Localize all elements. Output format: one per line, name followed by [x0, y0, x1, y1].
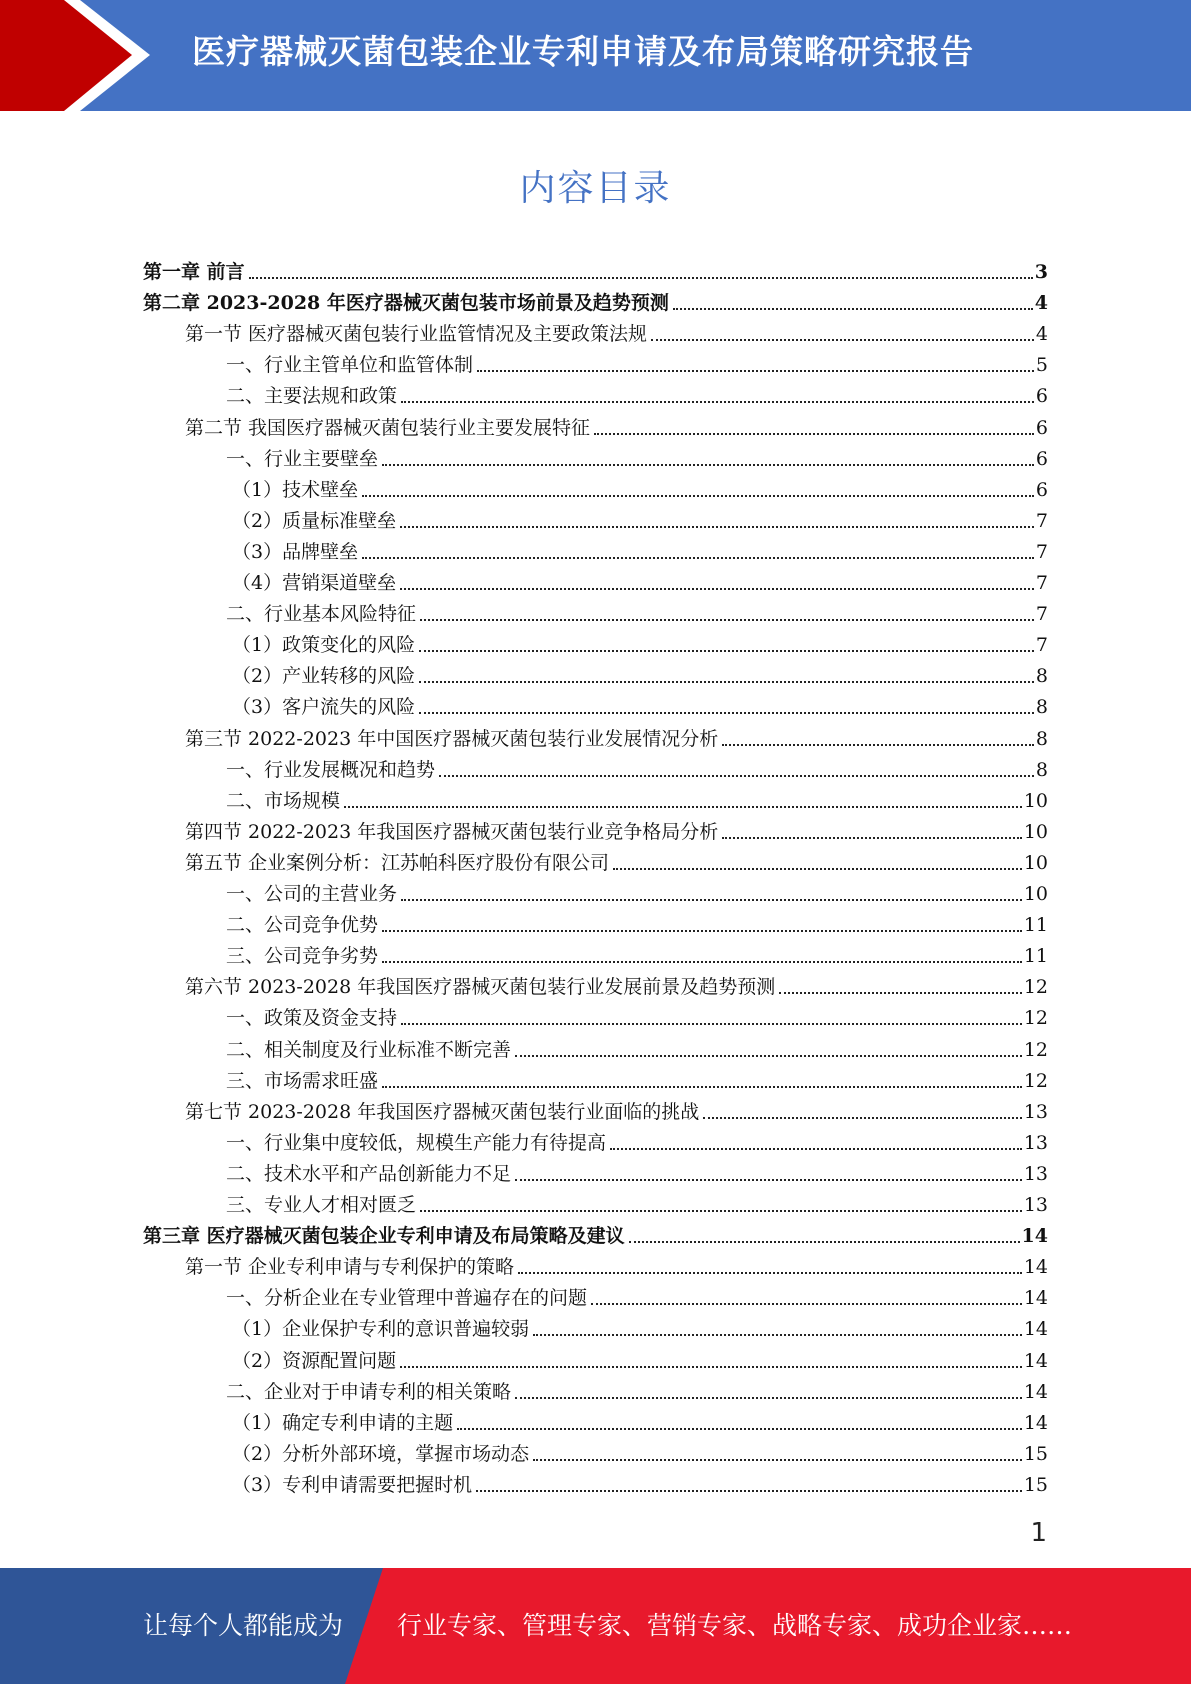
toc-dot-leader [419, 679, 1034, 683]
toc-dot-leader [400, 524, 1034, 528]
footer-slogan-left: 让每个人都能成为 [143, 1611, 344, 1640]
toc-entry-page: 7 [1035, 540, 1048, 563]
report-title: 医疗器械灭菌包装企业专利申请及布局策略研究报告 [192, 32, 974, 71]
toc-entry-label: （2）分析外部环境，掌握市场动态 [232, 1442, 530, 1465]
toc-dot-leader [722, 835, 1022, 839]
toc-entry-label: （2）质量标准壁垒 [232, 509, 397, 532]
toc-entry-page: 15 [1023, 1473, 1048, 1496]
toc-entry-label: （2）产业转移的风险 [232, 665, 416, 688]
toc-dot-leader [401, 897, 1022, 901]
toc-entry[interactable] [143, 1217, 1048, 1248]
toc-dot-leader [515, 1177, 1022, 1181]
toc-entry[interactable] [226, 1155, 1048, 1186]
header-arrow-decoration [0, 0, 180, 111]
toc-entry[interactable] [226, 999, 1048, 1030]
toc-entry-page: 6 [1035, 385, 1048, 408]
toc-entry-page: 13 [1023, 1194, 1048, 1216]
toc-entry-label: 三、专业人才相对匮乏 [226, 1194, 417, 1216]
toc-entry-label: 一、行业集中度较低，规模生产能力有待提高 [226, 1131, 607, 1154]
toc-dot-leader [722, 742, 1034, 746]
toc-entry-label: 第二节 我国医疗器械灭菌包装行业主要发展特征 [185, 416, 591, 439]
toc-dot-leader [457, 1426, 1022, 1430]
footer-banner [0, 1568, 1191, 1684]
toc-entry-page: 6 [1035, 478, 1048, 501]
toc-entry[interactable] [185, 813, 1048, 844]
toc-dot-leader [651, 337, 1034, 341]
header-banner [0, 0, 1191, 111]
toc-entry[interactable] [226, 906, 1048, 937]
toc-dot-leader [610, 1146, 1022, 1150]
toc-entry-page: 15 [1023, 1442, 1048, 1465]
toc-entry[interactable] [226, 782, 1048, 813]
toc-entry-page: 8 [1035, 758, 1048, 781]
toc-dot-leader [439, 773, 1034, 777]
toc-entry-page: 10 [1023, 883, 1048, 905]
toc-entry-label: （4）营销渠道壁垒 [232, 572, 397, 594]
toc-entry-page: 10 [1023, 820, 1048, 843]
toc-entry-label: （3）品牌壁垒 [232, 540, 359, 563]
toc-dot-leader [400, 1364, 1022, 1368]
toc-entry-label: 第二章 2023-2028 年医疗器械灭菌包装市场前景及趋势预测 [143, 292, 669, 315]
toc-entry-page: 13 [1023, 1162, 1048, 1185]
toc-entry-label: 二、相关制度及行业标准不断完善 [226, 1038, 512, 1061]
toc-dot-leader [382, 928, 1022, 932]
toc-entry-label: （1）确定专利申请的主题 [232, 1411, 454, 1434]
toc-entry-label: 第五节 企业案例分析：江苏帕科医疗股份有限公司 [185, 851, 610, 874]
toc-entry-page: 14 [1023, 1256, 1048, 1279]
toc-entry-label: 一、行业主管单位和监管体制 [226, 354, 474, 377]
toc-dot-leader [362, 555, 1034, 559]
toc-entry[interactable] [232, 502, 1048, 533]
toc-entry-label: 一、公司的主营业务 [226, 883, 398, 905]
toc-dot-leader [629, 1239, 1020, 1243]
toc-entry[interactable] [226, 377, 1048, 408]
toc-entry[interactable] [232, 1404, 1048, 1435]
toc-entry-label: 三、市场需求旺盛 [226, 1069, 379, 1092]
toc-entry-page: 14 [1023, 1380, 1048, 1403]
toc-entry-page: 7 [1035, 634, 1048, 657]
toc-entry[interactable] [185, 1093, 1048, 1124]
toc-entry-label: 三、公司竞争劣势 [226, 945, 379, 968]
toc-dot-leader [401, 399, 1034, 403]
toc-dot-leader [673, 306, 1033, 310]
toc-dot-leader [613, 866, 1022, 870]
toc-entry-page: 13 [1023, 1131, 1048, 1154]
toc-entry-page: 8 [1035, 665, 1048, 688]
toc-entry[interactable] [143, 284, 1048, 315]
toc-entry-page: 11 [1023, 945, 1048, 968]
toc-entry-page: 12 [1023, 1069, 1048, 1092]
toc-dot-leader [515, 1395, 1022, 1399]
toc-dot-leader [533, 1457, 1022, 1461]
toc-entry-label: 一、行业发展概况和趋势 [226, 758, 436, 781]
toc-entry-label: （3）客户流失的风险 [232, 696, 416, 719]
toc-dot-leader [703, 1115, 1022, 1119]
toc-entry[interactable] [185, 409, 1048, 440]
toc-entry-label: 二、企业对于申请专利的相关策略 [226, 1380, 512, 1403]
toc-heading: 内容目录 [519, 168, 672, 209]
toc-entry-page: 10 [1023, 789, 1048, 812]
toc-dot-leader [344, 804, 1022, 808]
toc-entry-label: 第六节 2023-2028 年我国医疗器械灭菌包装行业发展前景及趋势预测 [185, 976, 776, 999]
footer-slogan-right: 行业专家、管理专家、营销专家、战略专家、成功企业家…… [397, 1611, 1073, 1640]
toc-entry[interactable] [232, 1435, 1048, 1466]
toc-entry-label: 二、市场规模 [226, 789, 341, 812]
toc-entry-page: 7 [1035, 509, 1048, 532]
toc-entry-page: 12 [1023, 976, 1048, 999]
toc-entry-page: 14 [1023, 1287, 1048, 1310]
toc-entry-label: 第三节 2022-2023 年中国医疗器械灭菌包装行业发展情况分析 [185, 727, 719, 750]
toc-entry-label: （1）政策变化的风险 [232, 634, 416, 657]
toc-entry-label: （1）技术壁垒 [232, 478, 359, 501]
toc-entry-page: 12 [1023, 1038, 1048, 1061]
toc-entry-label: 二、公司竞争优势 [226, 914, 379, 937]
toc-entry[interactable] [232, 1466, 1048, 1497]
toc-entry-label: 第七节 2023-2028 年我国医疗器械灭菌包装行业面临的挑战 [185, 1100, 700, 1123]
toc-entry[interactable] [226, 440, 1048, 471]
toc-entry[interactable] [226, 1279, 1048, 1310]
toc-dot-leader [591, 1301, 1022, 1305]
toc-entry[interactable] [232, 1342, 1048, 1373]
toc-entry-label: （2）资源配置问题 [232, 1349, 397, 1372]
toc-entry-page: 13 [1023, 1100, 1048, 1123]
toc-entry-page: 8 [1035, 727, 1048, 750]
toc-entry-label: 第三章 医疗器械灭菌包装企业专利申请及布局策略及建议 [143, 1225, 625, 1248]
toc-entry-page: 14 [1021, 1225, 1048, 1248]
toc-entry-label: 第四节 2022-2023 年我国医疗器械灭菌包装行业竞争格局分析 [185, 820, 719, 843]
toc-dot-leader [594, 431, 1034, 435]
toc-entry[interactable] [232, 564, 1048, 595]
toc-entry[interactable] [232, 471, 1048, 502]
toc-dot-leader [477, 368, 1034, 372]
toc-entry[interactable] [226, 937, 1048, 968]
toc-entry-page: 6 [1035, 447, 1048, 470]
toc-dot-leader [382, 462, 1034, 466]
toc-entry-page: 14 [1023, 1349, 1048, 1372]
toc-entry[interactable] [232, 533, 1048, 564]
toc-entry-label: 第一节 医疗器械灭菌包装行业监管情况及主要政策法规 [185, 323, 648, 346]
toc-entry-page: 4 [1035, 323, 1048, 346]
toc-entry[interactable] [226, 1186, 1048, 1217]
toc-entry-page: 7 [1035, 603, 1048, 626]
toc-entry-label: 一、分析企业在专业管理中普遍存在的问题 [226, 1287, 588, 1310]
toc-entry-label: 二、主要法规和政策 [226, 385, 398, 408]
toc-dot-leader [533, 1332, 1022, 1336]
toc-entry-page: 14 [1023, 1411, 1048, 1434]
toc-entry-page: 4 [1034, 292, 1048, 315]
toc-entry[interactable] [226, 1373, 1048, 1404]
toc-entry[interactable] [226, 751, 1048, 782]
toc-entry-page: 7 [1035, 572, 1048, 594]
toc-entry[interactable] [226, 1124, 1048, 1155]
toc-entry-page: 10 [1023, 851, 1048, 874]
toc-entry[interactable] [185, 844, 1048, 875]
toc-entry[interactable] [226, 875, 1048, 906]
toc-entry[interactable] [143, 253, 1048, 284]
toc-dot-leader [382, 1084, 1022, 1088]
toc-entry[interactable] [226, 595, 1048, 626]
toc-dot-leader [518, 1270, 1022, 1274]
toc-dot-leader [515, 1053, 1022, 1057]
toc-dot-leader [779, 990, 1022, 994]
toc-entry-label: 一、行业主要壁垒 [226, 447, 379, 470]
page-number: 1 [1030, 1518, 1047, 1548]
toc-dot-leader [362, 493, 1034, 497]
toc-dot-leader [420, 1208, 1022, 1212]
toc-dot-leader [476, 1488, 1022, 1492]
toc-entry[interactable] [232, 688, 1048, 719]
toc-entry[interactable] [226, 1031, 1048, 1062]
toc-entry-page: 6 [1035, 416, 1048, 439]
toc-entry-page: 3 [1034, 261, 1048, 283]
toc-entry-label: 二、技术水平和产品创新能力不足 [226, 1162, 512, 1185]
toc-entry-page: 8 [1035, 696, 1048, 719]
toc-entry[interactable] [185, 315, 1048, 346]
toc-dot-leader [419, 648, 1034, 652]
toc-dot-leader [401, 1021, 1022, 1025]
toc-dot-leader [419, 710, 1034, 714]
toc-entry-label: 第一节 企业专利申请与专利保护的策略 [185, 1256, 515, 1279]
toc-entry[interactable] [226, 1062, 1048, 1093]
toc-entry-label: 二、行业基本风险特征 [226, 603, 417, 626]
toc-entry-page: 14 [1023, 1318, 1048, 1341]
toc-dot-leader [249, 275, 1033, 279]
toc-entry[interactable] [232, 1310, 1048, 1341]
toc-entry[interactable] [185, 1248, 1048, 1279]
toc-dot-leader [420, 617, 1034, 621]
toc-entry[interactable] [232, 657, 1048, 688]
toc-entry-page: 11 [1023, 914, 1048, 937]
toc-entry[interactable] [226, 346, 1048, 377]
toc-entry[interactable] [185, 720, 1048, 751]
toc-entry-page: 5 [1035, 354, 1048, 377]
toc-entry-label: （1）企业保护专利的意识普遍较弱 [232, 1318, 530, 1341]
toc-entry[interactable] [185, 968, 1048, 999]
toc-entry-label: 第一章 前言 [143, 261, 245, 283]
toc-entry[interactable] [232, 626, 1048, 657]
toc-entry-page: 12 [1023, 1007, 1048, 1030]
toc-entry-label: 一、政策及资金支持 [226, 1007, 398, 1030]
toc-entry-label: （3）专利申请需要把握时机 [232, 1473, 473, 1496]
toc-dot-leader [382, 959, 1022, 963]
toc-dot-leader [400, 586, 1034, 590]
